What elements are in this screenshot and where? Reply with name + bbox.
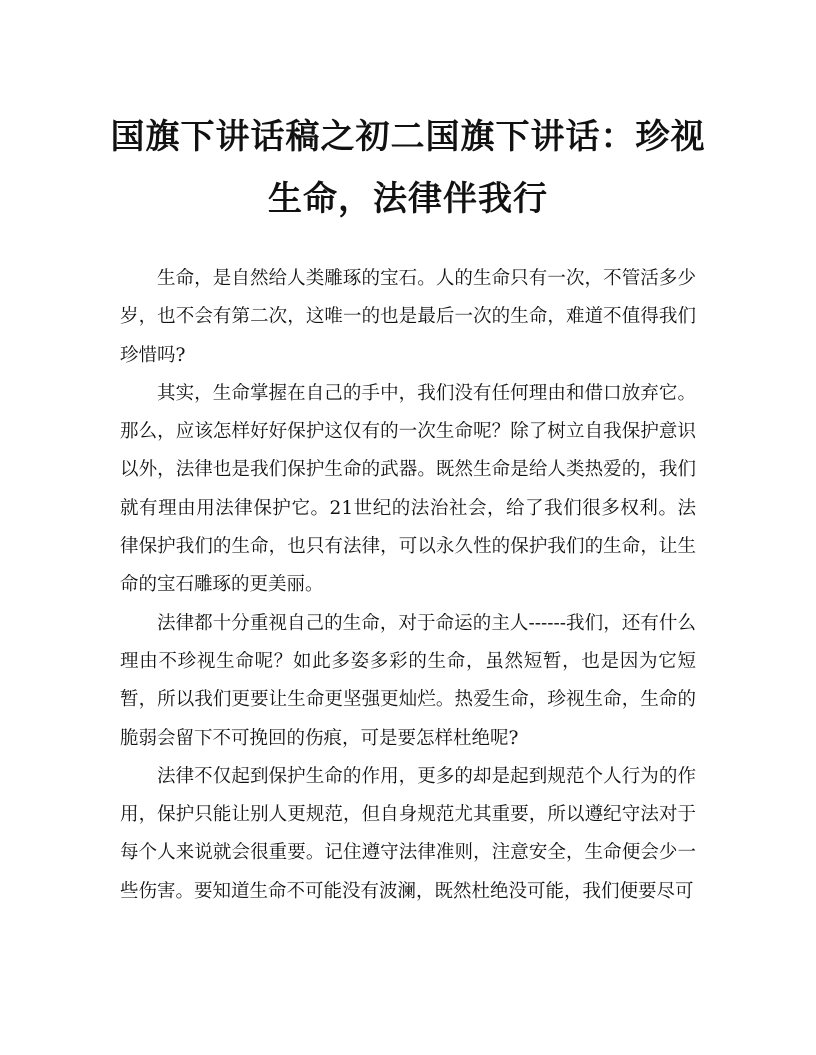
paragraph: 其实，生命掌握在自己的手中，我们没有任何理由和借口放弃它。那么，应该怎样好好保护这仅有的一次生命呢？除了树立自我保护意识以外，法律也是我们保护生命的武器。既然生命是给人类热爱的，我们就有理由用法律保护它。21世纪的法治社会，给了我们很多权利。法律保护我们的生命，也只有法律，可以永久性的保护我们的生命，让生命的宝石雕琢的更美丽。 — [120, 382, 696, 596]
document-body — [120, 260, 696, 911]
document-title: 国旗下讲话稿之初二国旗下讲话：珍视生命，法律伴我行 — [110, 117, 706, 219]
paragraph: 生命，是自然给人类雕琢的宝石。人的生命只有一次，不管活多少岁，也不会有第二次，这唯一的也是最后一次的生命，难道不值得我们珍惜吗? — [120, 268, 696, 366]
paragraph: 法律不仅起到保护生命的作用，更多的却是起到规范个人行为的作用，保护只能让别人更规范，但自身规范尤其重要，所以遵纪守法对于每个人来说就会很重要。记住遵守法律准则，注意安全，生命便会少一些伤害。要知道生命不可能没有波澜，既然杜绝没可能，我们便要尽可 — [120, 765, 696, 902]
paragraph: 法律都十分重视自己的生命，对于命运的主人------我们，还有什么理由不珍视生命呢？如此多姿多彩的生命，虽然短暂，也是因为它短暂，所以我们更要让生命更坚强更灿烂。热爱生命，珍视生命，生命的脆弱会留下不可挽回的伤痕，可是要怎样杜绝呢? — [120, 612, 696, 749]
